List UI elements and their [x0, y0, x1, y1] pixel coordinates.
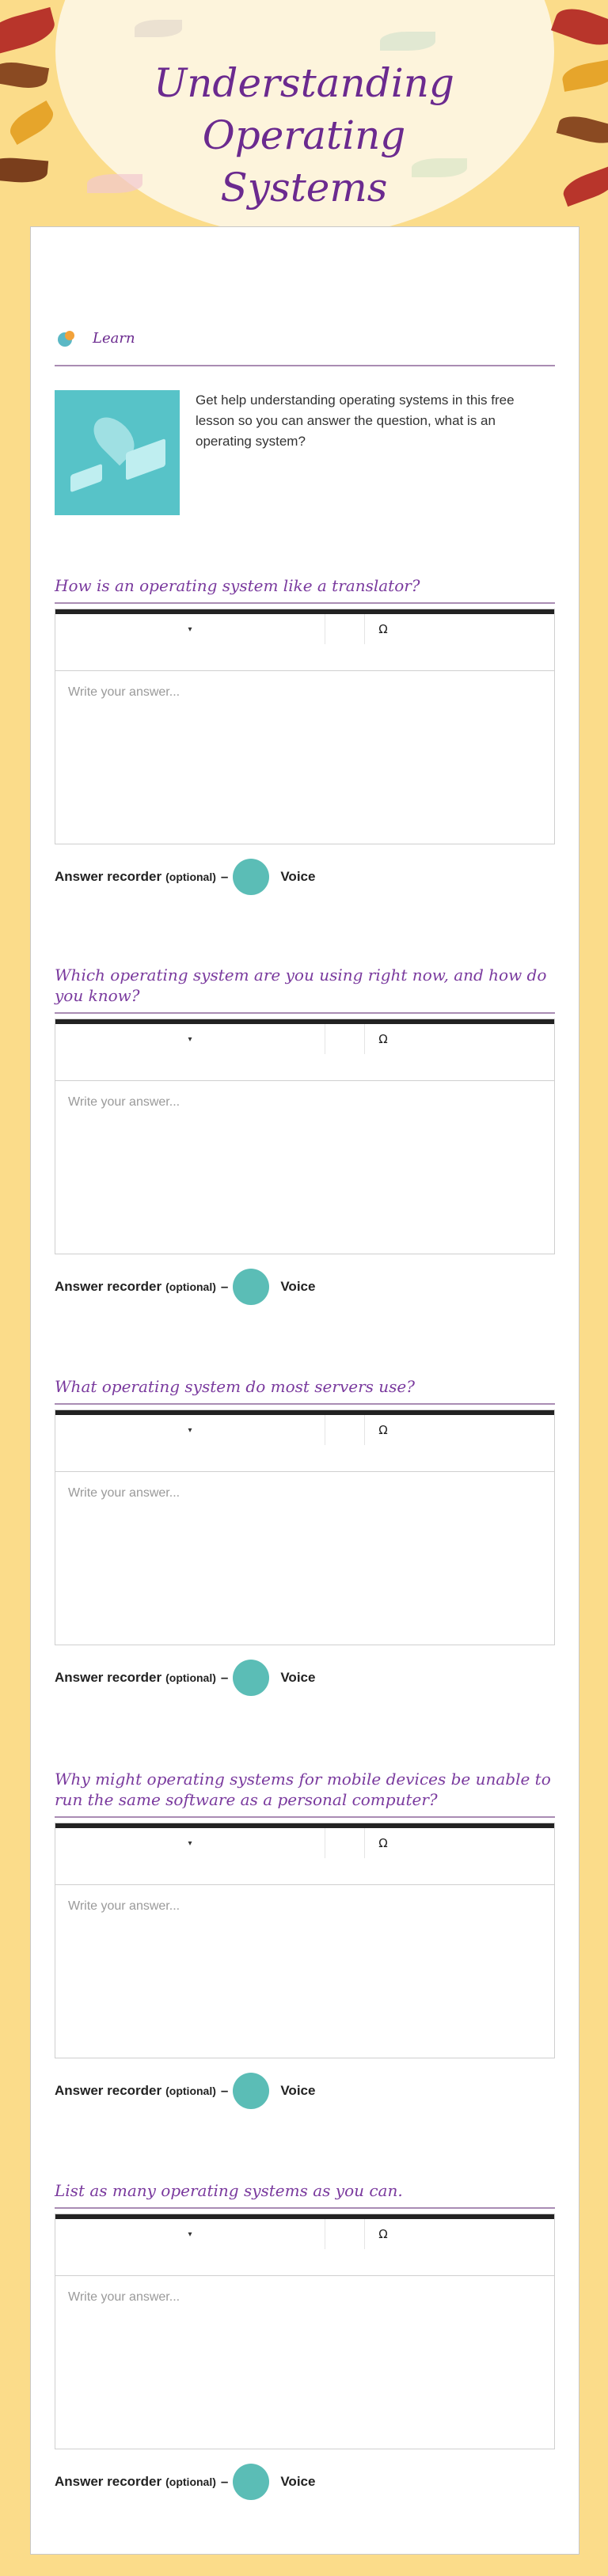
format-dropdown[interactable]: ▾ — [55, 1415, 325, 1445]
answer-editor — [55, 2214, 555, 2449]
question-title: How is an operating system like a translator? — [55, 576, 420, 595]
record-voice-button[interactable] — [233, 2073, 269, 2109]
question-divider — [55, 602, 555, 604]
page-title-line: Systems — [220, 165, 388, 211]
question-block — [55, 2180, 555, 2500]
record-voice-button[interactable] — [233, 1660, 269, 1696]
question-divider — [55, 1403, 555, 1405]
leaf-decoration — [560, 59, 608, 92]
leaf-decoration — [0, 59, 49, 92]
answer-input[interactable]: Write your answer... — [68, 1095, 180, 1109]
answer-recorder — [55, 859, 555, 895]
question-title: What operating system do most servers use? — [55, 1377, 415, 1396]
answer-input[interactable]: Write your answer... — [68, 2290, 180, 2304]
special-character-button[interactable]: Ω — [364, 614, 401, 644]
answer-input[interactable]: Write your answer... — [68, 685, 180, 699]
question-divider — [55, 1012, 555, 1014]
page-title — [103, 57, 505, 214]
page-title-line: Understanding — [154, 60, 454, 106]
special-character-button[interactable]: Ω — [364, 1415, 401, 1445]
voice-label: Voice — [280, 2083, 316, 2098]
answer-recorder — [55, 1660, 555, 1696]
editor-toolbar — [55, 2214, 554, 2276]
leaf-decoration — [0, 7, 59, 56]
question-block — [55, 1769, 555, 2109]
question-title: List as many operating systems as you can. — [55, 2181, 403, 2200]
learn-header — [55, 322, 135, 354]
leaf-decoration — [560, 165, 608, 207]
page-title-line: Operating — [202, 112, 406, 158]
format-dropdown[interactable]: ▾ — [55, 1024, 325, 1054]
question-block — [55, 575, 555, 895]
leaf-decoration — [135, 20, 182, 37]
format-dropdown[interactable]: ▾ — [55, 2219, 325, 2249]
recorder-optional: (optional) — [165, 1280, 216, 1293]
leaf-decoration — [380, 32, 435, 51]
recorder-dash: – — [220, 1279, 229, 1294]
recorder-optional: (optional) — [165, 2475, 216, 2488]
editor-toolbar — [55, 609, 554, 671]
answer-input[interactable]: Write your answer... — [68, 1899, 180, 1913]
question-title: Why might operating systems for mobile devices be unable to run the same software as a personal computer? — [55, 1770, 551, 1809]
intro-image — [55, 390, 180, 515]
voice-label: Voice — [280, 869, 316, 884]
question-block — [55, 965, 555, 1305]
voice-label: Voice — [280, 1670, 316, 1685]
recorder-label: Answer recorder — [55, 1670, 162, 1685]
format-dropdown[interactable]: ▾ — [55, 614, 325, 644]
answer-editor — [55, 1019, 555, 1254]
question-divider — [55, 2207, 555, 2209]
special-character-button[interactable]: Ω — [364, 2219, 401, 2249]
answer-editor — [55, 1823, 555, 2058]
answer-input[interactable]: Write your answer... — [68, 1486, 180, 1500]
intro-text: Get help understanding operating systems in this free lesson so you can answer the question, what is an operating system? — [196, 393, 515, 449]
recorder-optional: (optional) — [165, 2085, 216, 2097]
header-decoration — [0, 0, 608, 237]
recorder-label: Answer recorder — [55, 1279, 162, 1294]
special-character-button[interactable]: Ω — [364, 1024, 401, 1054]
leaf-decoration — [6, 101, 59, 145]
leaf-decoration — [557, 112, 608, 148]
answer-recorder — [55, 2464, 555, 2500]
question-block — [55, 1376, 555, 1696]
question-title: Which operating system are you using right now, and how do you know? — [55, 966, 547, 1005]
answer-recorder — [55, 2073, 555, 2109]
recorder-dash: – — [220, 869, 229, 884]
recorder-optional: (optional) — [165, 871, 216, 883]
record-voice-button[interactable] — [233, 2464, 269, 2500]
recorder-optional: (optional) — [165, 1671, 216, 1684]
voice-label: Voice — [280, 1279, 316, 1294]
special-character-button[interactable]: Ω — [364, 1828, 401, 1858]
recorder-label: Answer recorder — [55, 869, 162, 884]
voice-label: Voice — [280, 2474, 316, 2489]
recorder-label: Answer recorder — [55, 2083, 162, 2098]
record-voice-button[interactable] — [233, 1269, 269, 1305]
record-voice-button[interactable] — [233, 859, 269, 895]
format-dropdown[interactable]: ▾ — [55, 1828, 325, 1858]
editor-toolbar — [55, 1410, 554, 1472]
answer-editor — [55, 1409, 555, 1645]
recorder-dash: – — [220, 2474, 229, 2489]
recorder-label: Answer recorder — [55, 2474, 162, 2489]
answer-recorder — [55, 1269, 555, 1305]
section-divider — [55, 365, 555, 366]
worksheet-card — [30, 226, 580, 2555]
question-divider — [55, 1816, 555, 1818]
leaf-decoration — [551, 2, 608, 51]
editor-toolbar — [55, 1019, 554, 1081]
editor-toolbar — [55, 1823, 554, 1885]
learn-logo-icon — [55, 326, 78, 350]
recorder-dash: – — [220, 2083, 229, 2098]
learn-label: Learn — [93, 329, 135, 347]
answer-editor — [55, 609, 555, 844]
leaf-decoration — [0, 156, 48, 185]
recorder-dash: – — [220, 1670, 229, 1685]
